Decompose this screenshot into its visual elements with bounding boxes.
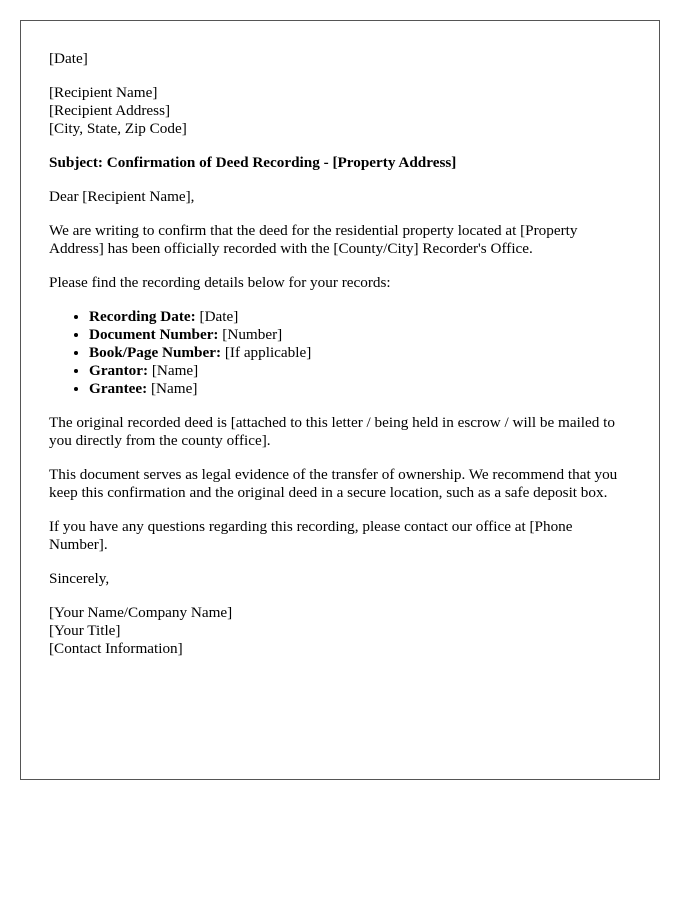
evidence-block xyxy=(49,466,631,502)
detail-label: Grantee: xyxy=(89,380,148,397)
signature-block xyxy=(49,604,631,658)
detail-recording-date xyxy=(89,308,631,326)
letter-document xyxy=(20,20,660,780)
recording-details-list xyxy=(49,308,631,398)
details-lead-paragraph: Please find the recording details below for your records: xyxy=(49,274,391,291)
detail-value: [Name] xyxy=(148,362,199,379)
detail-value: [Name] xyxy=(147,380,198,397)
recipient-name: [Recipient Name] xyxy=(49,84,158,101)
subject-block xyxy=(49,154,631,172)
detail-label: Recording Date: xyxy=(89,308,196,325)
details-lead-block xyxy=(49,274,631,292)
recipient-address: [Recipient Address] xyxy=(49,102,171,119)
detail-grantor xyxy=(89,362,631,380)
signature-name: [Your Name/Company Name] xyxy=(49,604,233,621)
closing: Sincerely, xyxy=(49,570,110,587)
original-deed-block xyxy=(49,414,631,450)
questions-paragraph: If you have any questions regarding this recording, please contact our office at [Phone Number]. xyxy=(49,518,573,553)
letter-date-block xyxy=(49,50,631,68)
detail-label: Document Number: xyxy=(89,326,219,343)
detail-label: Book/Page Number: xyxy=(89,344,222,361)
recipient-city-state-zip: [City, State, Zip Code] xyxy=(49,120,187,137)
detail-document-number xyxy=(89,326,631,344)
detail-label: Grantor: xyxy=(89,362,149,379)
salutation: Dear [Recipient Name], xyxy=(49,188,195,205)
questions-block xyxy=(49,518,631,554)
detail-value: [Number] xyxy=(218,326,283,343)
evidence-paragraph: This document serves as legal evidence of the transfer of ownership. We recommend that you keep this confirmation and the original deed in a secure location, such as a safe deposit box. xyxy=(49,466,618,501)
detail-book-page-number xyxy=(89,344,631,362)
signature-contact: [Contact Information] xyxy=(49,640,183,657)
closing-block xyxy=(49,570,631,588)
recipient-block xyxy=(49,84,631,138)
detail-value: [Date] xyxy=(195,308,239,325)
intro-paragraph-block xyxy=(49,222,631,258)
subject-line: Subject: Confirmation of Deed Recording - [Property Address] xyxy=(49,154,457,171)
letter-date: [Date] xyxy=(49,50,88,67)
salutation-block xyxy=(49,188,631,206)
intro-paragraph: We are writing to confirm that the deed for the residential property located at [Property Address] has been officially recorded with the [County/City] Recorder's Office. xyxy=(49,222,578,257)
original-deed-paragraph: The original recorded deed is [attached to this letter / being held in escrow / will be mailed to you directly from the county office]. xyxy=(49,414,615,449)
detail-value: [If applicable] xyxy=(221,344,312,361)
signature-title: [Your Title] xyxy=(49,622,121,639)
detail-grantee xyxy=(89,380,631,398)
